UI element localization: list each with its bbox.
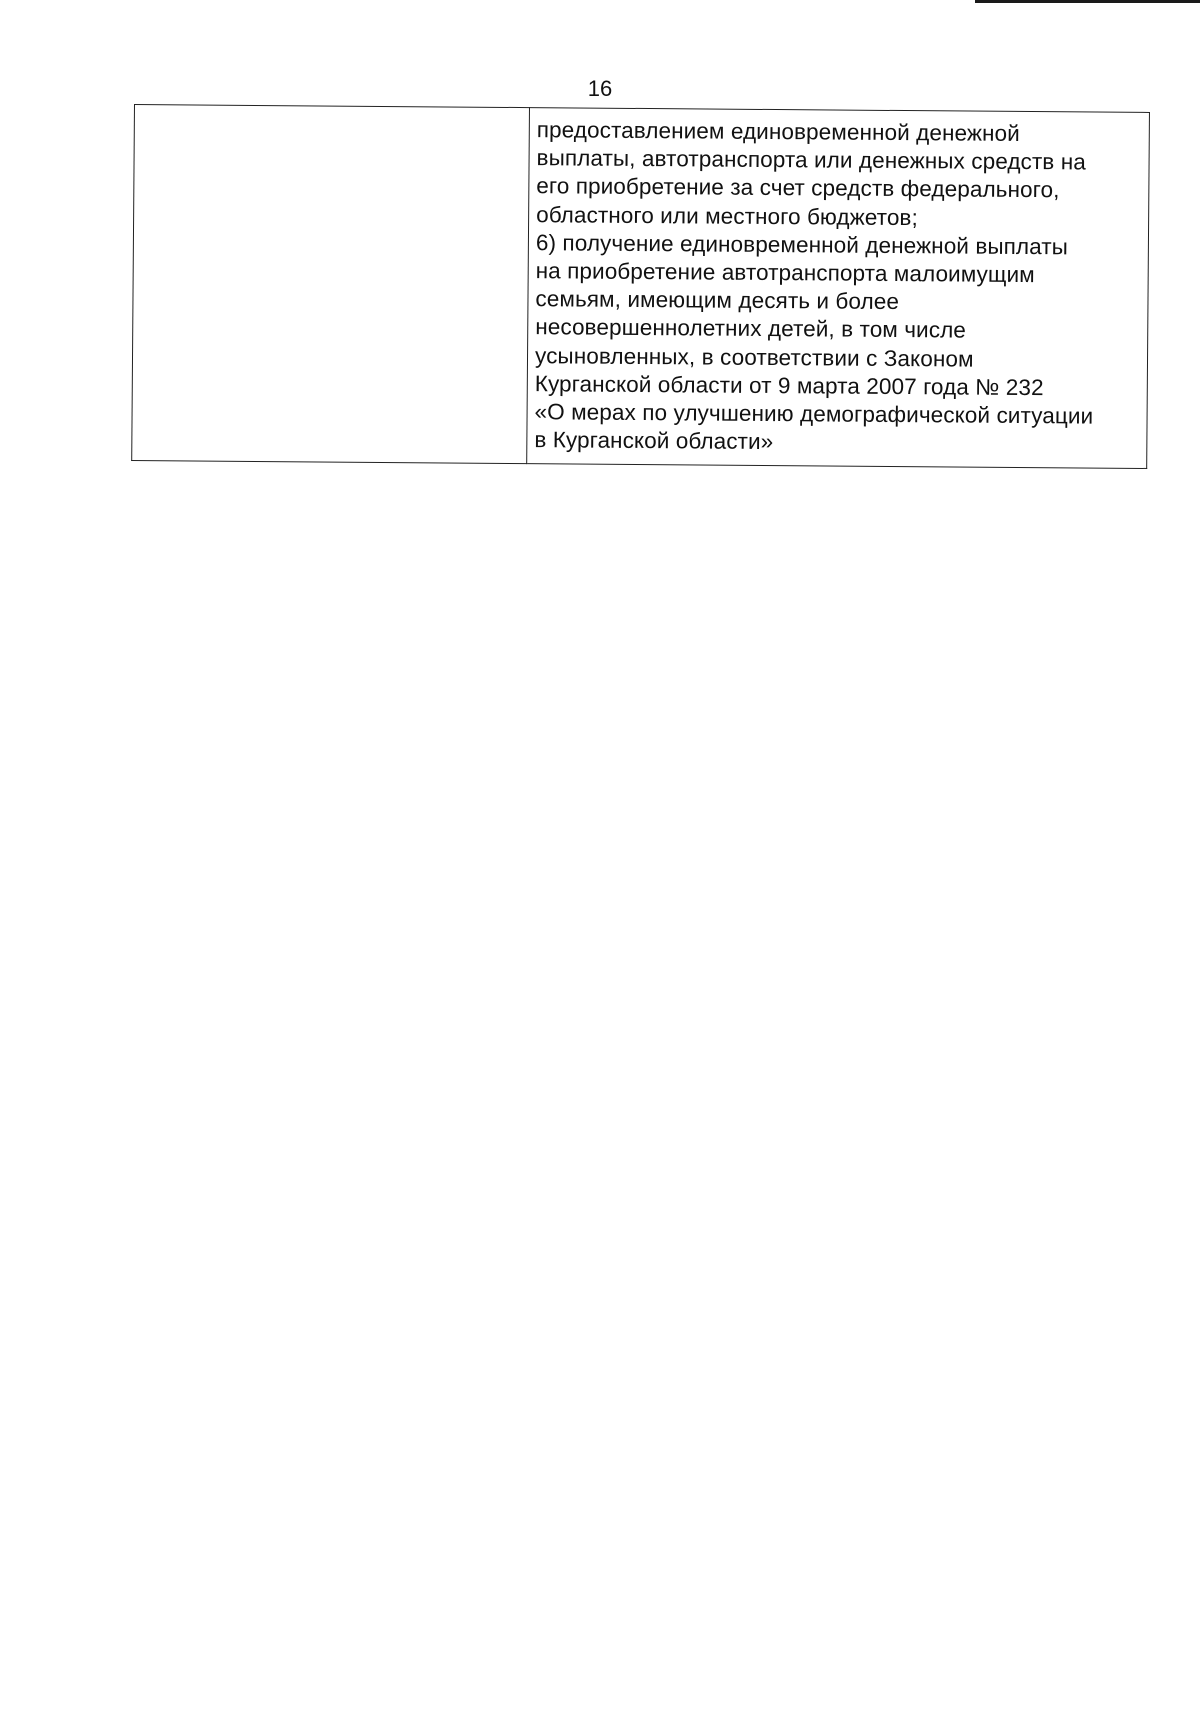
page-number: 16 — [587, 76, 613, 101]
text-line: несовершеннолетних детей, в том числе — [535, 314, 967, 343]
text-line: областного или местного бюджетов; — [536, 201, 918, 230]
text-line: его приобретение за счет средств федерального, — [536, 173, 1060, 203]
text-line: предоставлением единовременной денежной — [536, 117, 1020, 146]
text-line: «О мерах по улучшению демографической ситуации — [534, 399, 1094, 429]
text-line: в Курганской области» — [534, 427, 774, 455]
table-cell-right — [527, 108, 1150, 469]
document-table — [131, 104, 1150, 469]
scan-edge-mark — [975, 0, 1200, 3]
table-cell-left — [132, 105, 530, 464]
text-line: на приобретение автотранспорта малоимущим — [535, 258, 1035, 288]
text-line: 6) получение единовременной денежной выплаты — [535, 229, 1069, 260]
text-line: выплаты, автотранспорта или денежных средств на — [536, 145, 1086, 175]
text-line: Курганской области от 9 марта 2007 года № 232 — [534, 370, 1044, 400]
text-line: усыновленных, в соответствии с Законом — [534, 342, 974, 372]
table-row — [132, 105, 1150, 469]
text-line: семьям, имеющим десять и более — [535, 286, 900, 315]
